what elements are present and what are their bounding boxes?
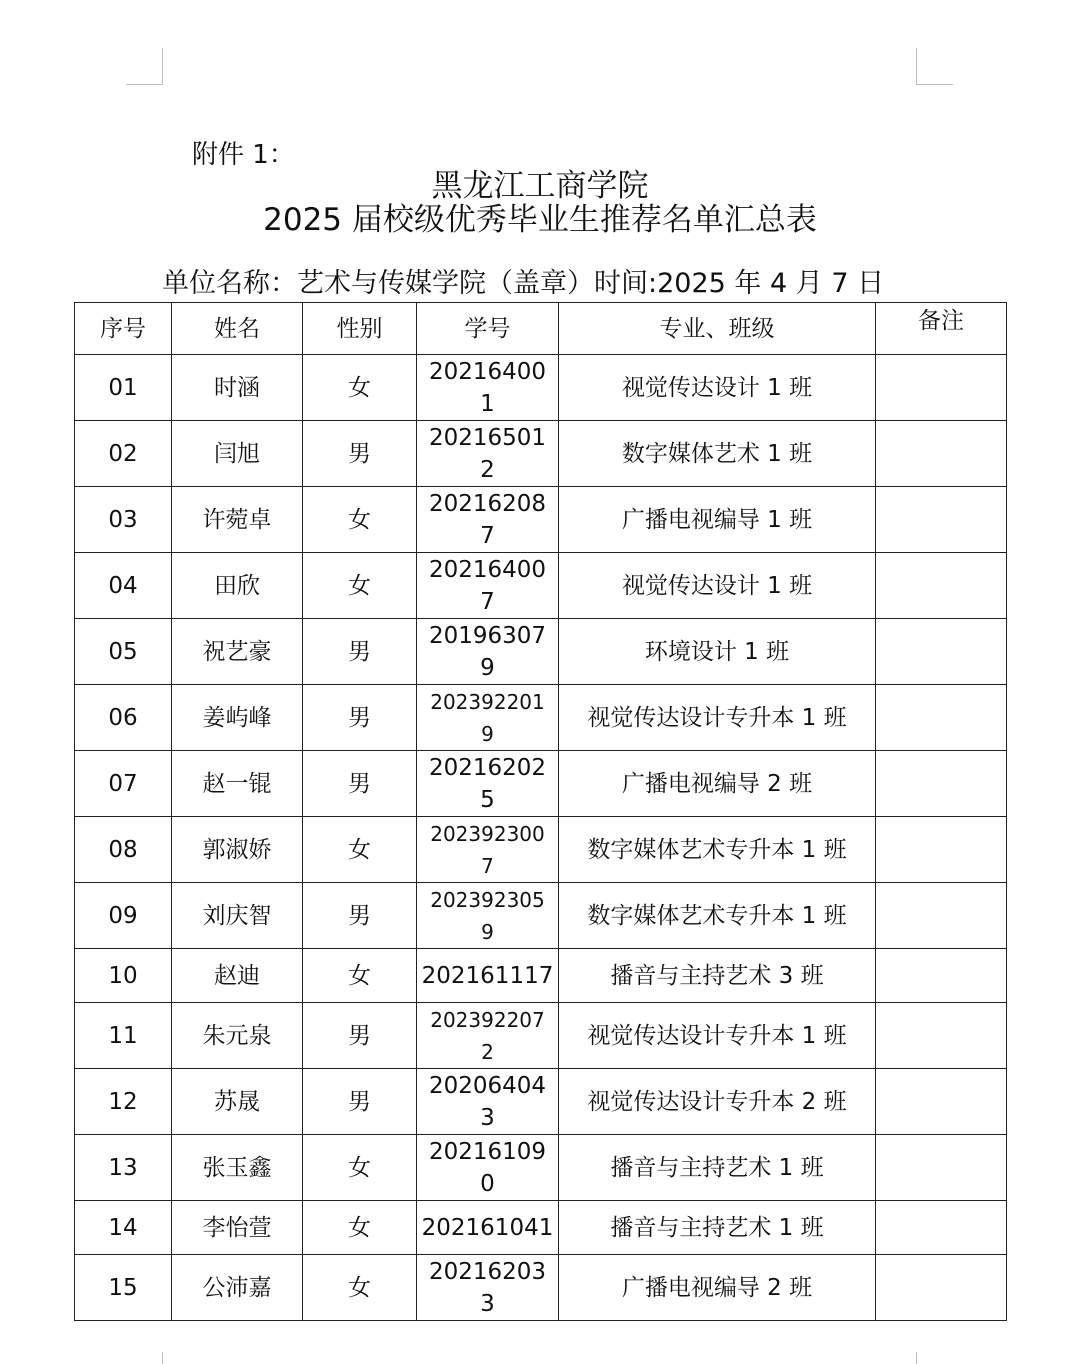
cell-gender: 男 (303, 619, 417, 685)
attachment-label: 附件 1： (192, 140, 295, 170)
table-row (75, 751, 1007, 817)
column-header-major-class: 专业、班级 (559, 303, 876, 355)
cell-name: 郭淑娇 (172, 817, 303, 883)
cell-major-class: 视觉传达设计专升本 1 班 (559, 1003, 876, 1069)
crop-mark-top-left (126, 48, 163, 85)
cell-name: 许菀卓 (172, 487, 303, 553)
column-header-gender: 性别 (303, 303, 417, 355)
student-id-text: 2023923059 (430, 887, 545, 944)
student-id-text: 202164007 (428, 556, 547, 615)
cell-student-id (417, 487, 559, 553)
table-row (75, 619, 1007, 685)
cell-no: 04 (75, 553, 172, 619)
cell-note (876, 355, 1007, 421)
table-row (75, 817, 1007, 883)
cell-no: 14 (75, 1201, 172, 1255)
table-row (75, 355, 1007, 421)
cell-student-id (417, 685, 559, 751)
cell-major-class: 播音与主持艺术 1 班 (559, 1201, 876, 1255)
student-id-text: 202064043 (428, 1072, 547, 1131)
cell-note (876, 1255, 1007, 1321)
cell-name: 祝艺豪 (172, 619, 303, 685)
cell-name: 姜屿峰 (172, 685, 303, 751)
table-row (75, 1069, 1007, 1135)
cell-name: 李怡萱 (172, 1201, 303, 1255)
cell-no: 02 (75, 421, 172, 487)
cell-major-class: 广播电视编导 2 班 (559, 751, 876, 817)
cell-gender: 女 (303, 1255, 417, 1321)
cell-gender: 女 (303, 949, 417, 1003)
cell-no: 09 (75, 883, 172, 949)
cell-student-id (417, 817, 559, 883)
table-header-row (75, 303, 1007, 355)
cell-no: 13 (75, 1135, 172, 1201)
cell-no: 06 (75, 685, 172, 751)
cell-no: 08 (75, 817, 172, 883)
cell-student-id (417, 1255, 559, 1321)
cell-student-id (417, 883, 559, 949)
cell-major-class: 视觉传达设计 1 班 (559, 355, 876, 421)
cell-note (876, 883, 1007, 949)
student-id-text: 2023922019 (430, 689, 545, 746)
cell-student-id (417, 421, 559, 487)
cell-note (876, 421, 1007, 487)
cell-note (876, 949, 1007, 1003)
cell-name: 张玉鑫 (172, 1135, 303, 1201)
table-row (75, 1255, 1007, 1321)
cell-gender: 女 (303, 1135, 417, 1201)
cell-major-class: 视觉传达设计专升本 1 班 (559, 685, 876, 751)
document-title: 黑龙江工商学院 (431, 168, 649, 204)
cell-student-id: 202161041 (417, 1201, 559, 1255)
cell-major-class: 视觉传达设计专升本 2 班 (559, 1069, 876, 1135)
table-row (75, 421, 1007, 487)
cell-no: 05 (75, 619, 172, 685)
table-row (75, 1003, 1007, 1069)
cell-name: 朱元泉 (172, 1003, 303, 1069)
table-row (75, 949, 1007, 1003)
cell-gender: 女 (303, 817, 417, 883)
cell-gender: 男 (303, 1069, 417, 1135)
cell-gender: 男 (303, 1003, 417, 1069)
cell-note (876, 619, 1007, 685)
table-row (75, 1135, 1007, 1201)
cell-note (876, 1201, 1007, 1255)
table-row (75, 685, 1007, 751)
cell-student-id (417, 1135, 559, 1201)
cell-gender: 男 (303, 421, 417, 487)
cell-note (876, 685, 1007, 751)
table-row (75, 1201, 1007, 1255)
column-header-student-id: 学号 (417, 303, 559, 355)
recommendation-table (74, 302, 1007, 1321)
cell-no: 15 (75, 1255, 172, 1321)
cell-gender: 女 (303, 355, 417, 421)
cell-gender: 男 (303, 751, 417, 817)
table-row (75, 553, 1007, 619)
unit-and-date-line: 单位名称：艺术与传媒学院（盖章）时间:2025 年 4 月 7 日 (162, 268, 885, 299)
cell-note (876, 1003, 1007, 1069)
student-id-text: 2023923007 (430, 821, 545, 878)
cell-note (876, 817, 1007, 883)
cell-major-class: 广播电视编导 2 班 (559, 1255, 876, 1321)
cell-student-id: 202161117 (417, 949, 559, 1003)
cell-name: 公沛嘉 (172, 1255, 303, 1321)
cell-student-id (417, 1069, 559, 1135)
cell-note (876, 1069, 1007, 1135)
column-header-note: 备注 (876, 303, 1007, 355)
cell-student-id (417, 553, 559, 619)
table-row (75, 487, 1007, 553)
cell-note (876, 553, 1007, 619)
student-id-text: 201963079 (428, 622, 547, 681)
crop-mark-top-right (916, 48, 953, 85)
cell-name: 刘庆智 (172, 883, 303, 949)
cell-major-class: 数字媒体艺术专升本 1 班 (559, 883, 876, 949)
student-id-text: 202162087 (428, 490, 547, 549)
cell-name: 苏晟 (172, 1069, 303, 1135)
cell-student-id (417, 619, 559, 685)
student-id-text: 2023922072 (430, 1007, 545, 1064)
student-id-text: 202165012 (428, 424, 547, 483)
crop-mark-bottom-left (126, 1352, 163, 1364)
cell-major-class: 环境设计 1 班 (559, 619, 876, 685)
student-id-text: 202162025 (428, 754, 547, 813)
student-id-text: 202164001 (428, 358, 547, 417)
cell-note (876, 1135, 1007, 1201)
cell-note (876, 751, 1007, 817)
cell-major-class: 数字媒体艺术 1 班 (559, 421, 876, 487)
cell-no: 07 (75, 751, 172, 817)
column-header-name: 姓名 (172, 303, 303, 355)
cell-no: 10 (75, 949, 172, 1003)
cell-gender: 女 (303, 553, 417, 619)
cell-major-class: 广播电视编导 1 班 (559, 487, 876, 553)
cell-gender: 男 (303, 883, 417, 949)
cell-no: 03 (75, 487, 172, 553)
cell-name: 赵一锟 (172, 751, 303, 817)
document-subtitle: 2025 届校级优秀毕业生推荐名单汇总表 (263, 202, 817, 238)
cell-gender: 女 (303, 1201, 417, 1255)
cell-note (876, 487, 1007, 553)
cell-gender: 女 (303, 487, 417, 553)
student-id-text: 202161090 (428, 1138, 547, 1197)
cell-gender: 男 (303, 685, 417, 751)
cell-no: 11 (75, 1003, 172, 1069)
cell-name: 赵迪 (172, 949, 303, 1003)
cell-student-id (417, 751, 559, 817)
cell-no: 01 (75, 355, 172, 421)
cell-student-id (417, 355, 559, 421)
cell-major-class: 数字媒体艺术专升本 1 班 (559, 817, 876, 883)
student-id-text: 202162033 (428, 1258, 547, 1317)
cell-name: 时涵 (172, 355, 303, 421)
cell-major-class: 播音与主持艺术 1 班 (559, 1135, 876, 1201)
cell-no: 12 (75, 1069, 172, 1135)
crop-mark-bottom-right (916, 1352, 953, 1364)
cell-student-id (417, 1003, 559, 1069)
cell-name: 田欣 (172, 553, 303, 619)
cell-major-class: 视觉传达设计 1 班 (559, 553, 876, 619)
column-header-no: 序号 (75, 303, 172, 355)
cell-major-class: 播音与主持艺术 3 班 (559, 949, 876, 1003)
table-row (75, 883, 1007, 949)
cell-name: 闫旭 (172, 421, 303, 487)
